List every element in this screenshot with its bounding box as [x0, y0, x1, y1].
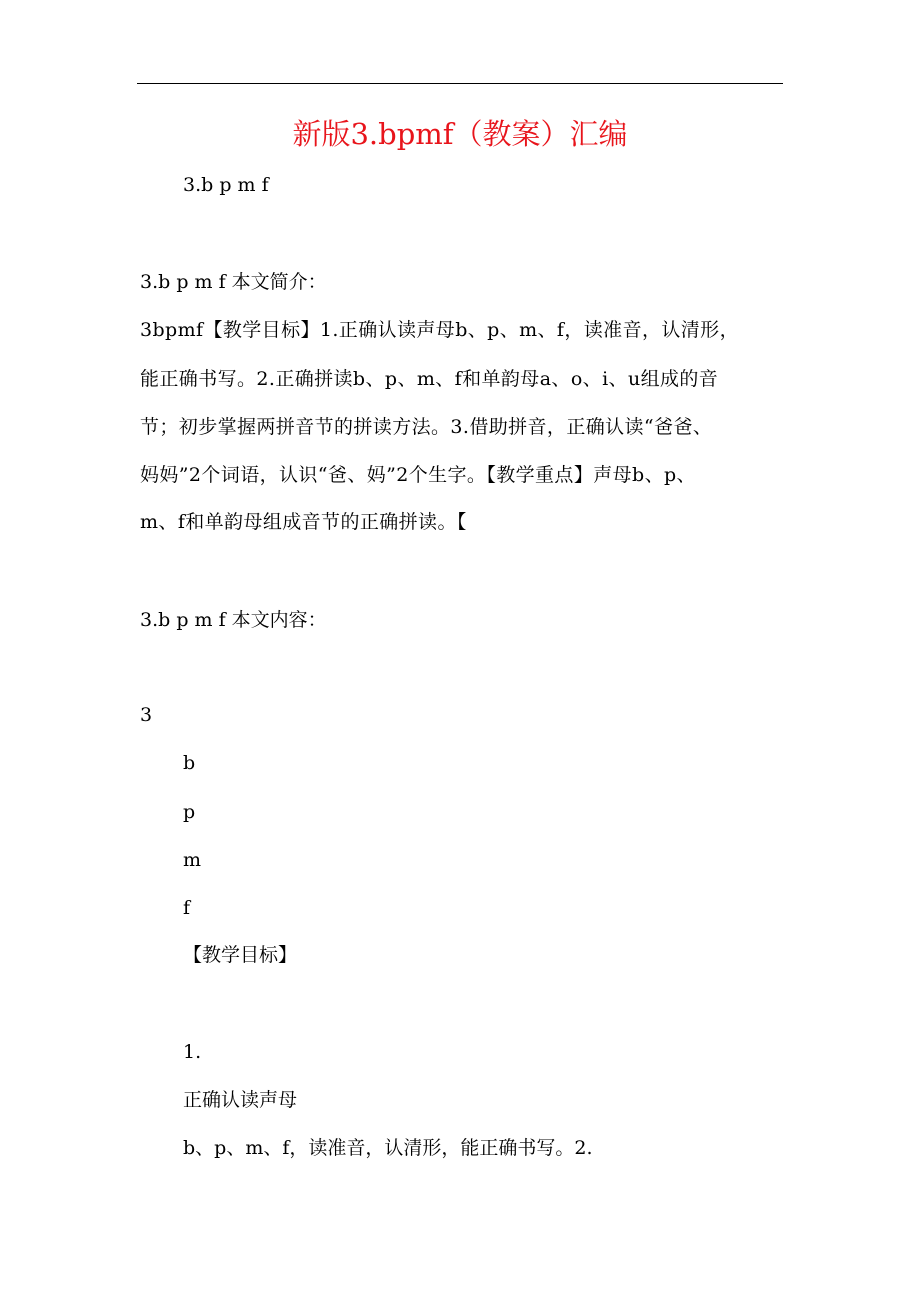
summary-line: 节；初步掌握两拼音节的拼读方法。3.借助拼音，正确认读“爸爸、 [140, 416, 713, 438]
summary-line: 3bpmf【教学目标】1.正确认读声母b、p、m、f，读准音，认清形， [140, 319, 739, 341]
letter-f: f [183, 897, 191, 919]
item-line: b、p、m、f，读准音，认清形，能正确书写。2. [183, 1137, 593, 1159]
header-rule [137, 83, 783, 84]
document-title: 新版3.bpmf（教案）汇编 [292, 117, 628, 151]
letter-p: p [183, 801, 196, 823]
item-line: 正确认读声母 [183, 1089, 298, 1111]
item-number: 1. [183, 1041, 202, 1063]
content-heading: 3.b p m f 本文内容： [140, 609, 327, 631]
goal-heading: 【教学目标】 [183, 944, 298, 966]
content-number: 3 [140, 704, 153, 726]
summary-line: 妈妈”2个词语，认识“爸、妈”2个生字。【教学重点】声母b、p、 [140, 464, 696, 486]
subtitle: 3.b p m f [183, 174, 269, 196]
summary-line: m、f和单韵母组成音节的正确拼读。【 [140, 511, 467, 533]
letter-m: m [183, 849, 202, 871]
letter-b: b [183, 752, 196, 774]
summary-heading: 3.b p m f 本文简介： [140, 271, 327, 293]
summary-line: 能正确书写。2.正确拼读b、p、m、f和单韵母a、o、i、u组成的音 [140, 368, 719, 390]
